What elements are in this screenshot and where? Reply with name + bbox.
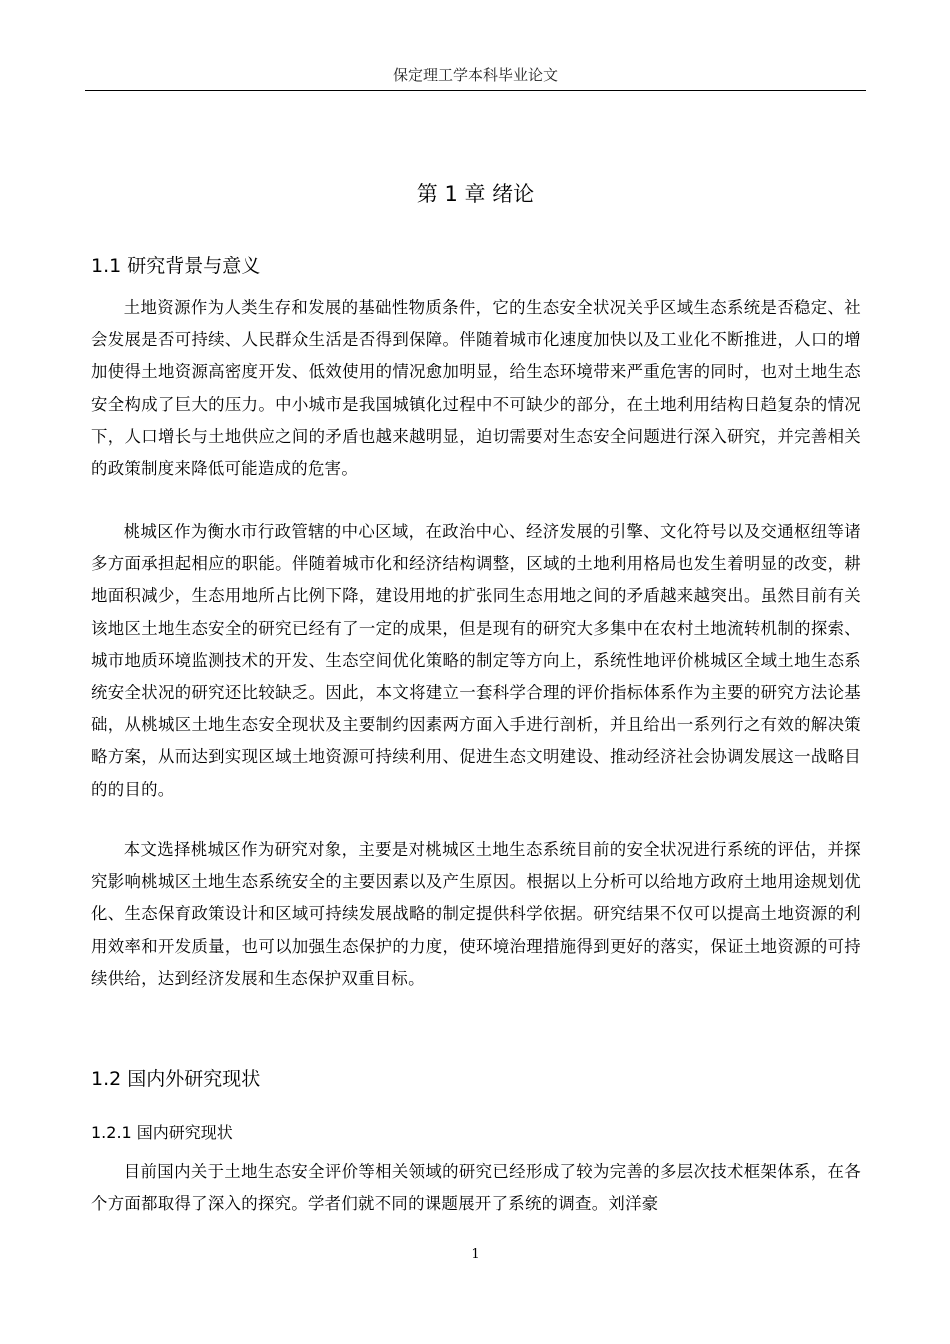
paragraph-2: 桃城区作为衡水市行政管辖的中心区域，在政治中心、经济发展的引擎、文化符号以及交通枢纽等诸多方面承担起相应的职能。伴随着城市化和经济结构调整，区域的土地利用格局也发生着明显的改变，耕地面积减少，生态用地所占比例下降，建设用地的扩张同生态用地之间的矛盾越来越突出。虽然目前有关该地区土地生态安全的研究已经有了一定的成果，但是现有的研究大多集中在农村土地流转机制的探索、城市地质环境监测技术的开发、生态空间优化策略的制定等方向上，系统性地评价桃城区全域土地生态系统安全状况的研究还比较缺乏。因此，本文将建立一套科学合理的评价指标体系作为主要的研究方法论基础，从桃城区土地生态安全现状及主要制约因素两方面入手进行剖析，并且给出一系列行之有效的解决策略方案，从而达到实现区域土地资源可持续利用、促进生态文明建设、推动经济社会协调发展这一战略目的的目的。	[91, 522, 861, 799]
chapter-title: 第 1 章 绪论	[416, 182, 535, 206]
page-header: 保定理工学本科毕业论文	[85, 64, 866, 91]
paragraph-1: 土地资源作为人类生存和发展的基础性物质条件，它的生态安全状况关乎区域生态系统是否稳定、社会发展是否可持续、人民群众生活是否得到保障。伴随着城市化速度加快以及工业化不断推进，人口的增加使得土地资源高密度开发、低效使用的情况愈加明显，给生态环境带来严重危害的同时，也对土地生态安全构成了巨大的压力。中小城市是我国城镇化过程中不可缺少的部分，在土地利用结构日趋复杂的情况下，人口增长与土地供应之间的矛盾也越来越明显，迫切需要对生态安全问题进行深入研究，并完善相关的政策制度来降低可能造成的危害。	[91, 298, 861, 479]
paragraph-3: 本文选择桃城区作为研究对象，主要是对桃城区土地生态系统目前的安全状况进行系统的评估，并探究影响桃城区土地生态系统安全的主要因素以及产生原因。根据以上分析可以给地方政府土地用途规划优化、生态保育政策设计和区域可持续发展战略的制定提供科学依据。研究结果不仅可以提高土地资源的利用效率和开发质量，也可以加强生态保护的力度，使环境治理措施得到更好的落实，保证土地资源的可持续供给，达到经济发展和生态保护双重目标。	[91, 840, 861, 988]
subsection-title-1-2-1: 1.2.1 国内研究现状	[91, 1123, 233, 1142]
page-number: 1	[471, 1247, 480, 1262]
section-title-1-1: 1.1 研究背景与意义	[91, 255, 261, 277]
section-title-1-2: 1.2 国内外研究现状	[91, 1068, 261, 1090]
paragraph-4: 目前国内关于土地生态安全评价等相关领域的研究已经形成了较为完善的多层次技术框架体系，在各个方面都取得了深入的探究。学者们就不同的课题展开了系统的调查。刘洋豪	[91, 1162, 861, 1214]
